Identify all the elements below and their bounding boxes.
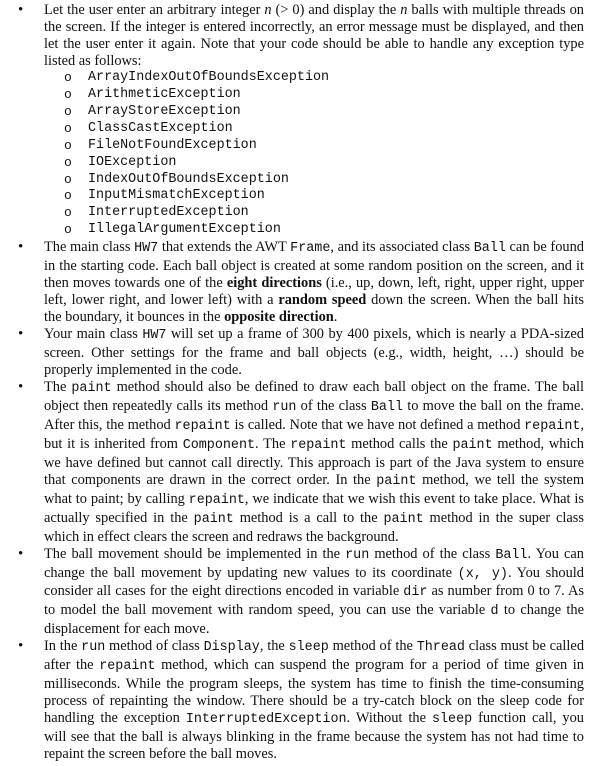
code-repaint: repaint — [290, 437, 347, 453]
code-paint: paint — [452, 437, 493, 453]
code-frame: Frame — [290, 241, 331, 257]
exception-item: o IOException — [44, 155, 584, 172]
code-run: run — [272, 399, 297, 415]
code-repaint: repaint — [524, 418, 581, 434]
code-d: d — [490, 604, 499, 620]
text: balls with multiple threads on the screen. If the integer is entered incorrectly, an error message must be displayed, and then let the user enter it again. Note that your code should be able to handle any exception type listed as follows: — [44, 2, 584, 69]
text: , we indicate that we wish this event to take place. What is actually specified in the — [44, 490, 584, 526]
code-run: run — [345, 547, 370, 563]
code-dir: dir — [403, 585, 428, 601]
code-paint: paint — [193, 511, 234, 527]
exception-item: o ClassCastException — [44, 121, 584, 138]
text: The — [44, 378, 72, 395]
text: down the screen. When the ball hits the boundary, it bounces in the — [44, 292, 584, 326]
code-ball: Ball — [473, 241, 506, 257]
list-item-frame-size — [0, 326, 584, 379]
text: class must be called after the — [44, 638, 585, 674]
text: . — [333, 309, 338, 326]
text: Your main class — [44, 326, 143, 343]
list-item-sleep — [0, 638, 584, 763]
bold-random-speed: random speed — [278, 292, 367, 309]
text: . You can change the ball movement by updating new values to its coordinate — [44, 545, 584, 581]
exception-item: o InterruptedException — [44, 205, 584, 222]
exception-list — [44, 70, 584, 240]
text: method, which can suspend the program for a period of time given in milliseconds. While the program sleeps, the system has time to finish the time-consuming process of repainting the window. There should be a try-catch block on the sleep code for handling the exception — [44, 657, 585, 727]
code-repaint: repaint — [174, 418, 231, 434]
code-hw7: HW7 — [142, 328, 167, 344]
text: . The — [255, 435, 291, 452]
text: as number from 0 to 7. As to model the ball movement with random speed, you can use the variable — [44, 583, 585, 619]
text: method, we tell the system what to paint; by calling — [44, 471, 585, 507]
code-paint: paint — [71, 380, 112, 396]
list-item-main-class — [0, 239, 584, 326]
text: method of the class — [369, 545, 496, 562]
text: to move the ball on the frame. After this, the method — [44, 397, 584, 433]
text: that extends the AWT — [158, 239, 291, 256]
text: function call, you will see that the ball is always blinking in the frame because the system has not had time to repaint the screen before the ball moves. — [44, 710, 584, 763]
code-sleep: sleep — [431, 712, 473, 728]
code-ball: Ball — [370, 399, 403, 415]
code-display: Display — [203, 640, 260, 656]
code-ball: Ball — [495, 547, 528, 563]
text: method calls the — [346, 435, 453, 452]
var-n: n — [264, 2, 272, 18]
code-thread: Thread — [416, 640, 465, 656]
exception-item: o IllegalArgumentException — [44, 222, 584, 239]
requirements-list — [0, 2, 584, 763]
text: Let the user enter an arbitrary integer — [44, 2, 265, 18]
exception-item: o ArrayIndexOutOfBoundsException — [44, 70, 584, 87]
text: to change the displacement for each move. — [44, 602, 584, 638]
text: method of class — [105, 638, 204, 655]
text: (> 0) and display the — [271, 2, 401, 18]
exception-item: o IndexOutOfBoundsException — [44, 172, 584, 189]
text: method of the — [328, 638, 417, 655]
text: can be found in the starting code. Each ball object is created at some random position on the screen, and it then moves towards one of the — [44, 239, 584, 292]
exception-item: o FileNotFoundException — [44, 138, 584, 155]
text: . You should consider all cases for the eight directions encoded in variable — [44, 564, 584, 600]
code-paint: paint — [383, 511, 424, 527]
text: is called. Note that we have not defined a method — [230, 416, 525, 433]
code-paint: paint — [376, 473, 417, 489]
text: will set up a frame of 300 by 400 pixels, which is nearly a PDA-sized screen. Other settings for the frame and ball objects (e.g., width, height, …) should be properly implemented in the code. — [44, 326, 584, 379]
text: method, which we have defined but cannot call directly. This approach is part of the Java system to ensure that components are drawn in the correct order. In the — [44, 435, 584, 488]
code-run: run — [81, 640, 106, 656]
code-repaint: repaint — [188, 492, 245, 508]
exception-item: o ArrayStoreException — [44, 104, 584, 121]
var-n: n — [400, 2, 408, 18]
text: . Without the — [346, 710, 432, 727]
bold-opposite-direction: opposite direction — [224, 309, 334, 326]
text: The ball movement should be implemented in the — [44, 545, 346, 562]
code-coordinate: (x, y) — [457, 566, 508, 582]
list-item-ball-movement — [0, 546, 584, 639]
exception-item: o ArithmeticException — [44, 87, 584, 104]
code-hw7: HW7 — [134, 241, 159, 257]
text: , the — [259, 638, 289, 655]
text: , and its associated class — [330, 239, 474, 256]
code-sleep: sleep — [288, 640, 329, 656]
code-component: Component — [182, 437, 256, 453]
text: method should also be defined to draw each ball object on the frame. The ball object then repeatedly calls its method — [44, 378, 584, 414]
text: method is a call to the — [233, 509, 384, 526]
text: The main class — [44, 239, 135, 256]
bold-eight-directions: eight directions — [226, 275, 322, 292]
code-repaint: repaint — [99, 659, 156, 675]
text: , but it is inherited from — [44, 416, 584, 452]
text: (i.e., up, down, left, right, upper right, upper left, lower right, and lower left) with a — [44, 275, 584, 309]
list-item-paint-method — [0, 379, 584, 546]
text: method in the super class which in effect clears the screen and redraws the background. — [44, 509, 584, 545]
text: of the class — [296, 397, 371, 414]
list-item-user-input — [0, 2, 584, 239]
code-interrupted-exception: InterruptedException — [185, 712, 347, 728]
exception-item: o InputMismatchException — [44, 188, 584, 205]
text: In the — [44, 638, 82, 655]
